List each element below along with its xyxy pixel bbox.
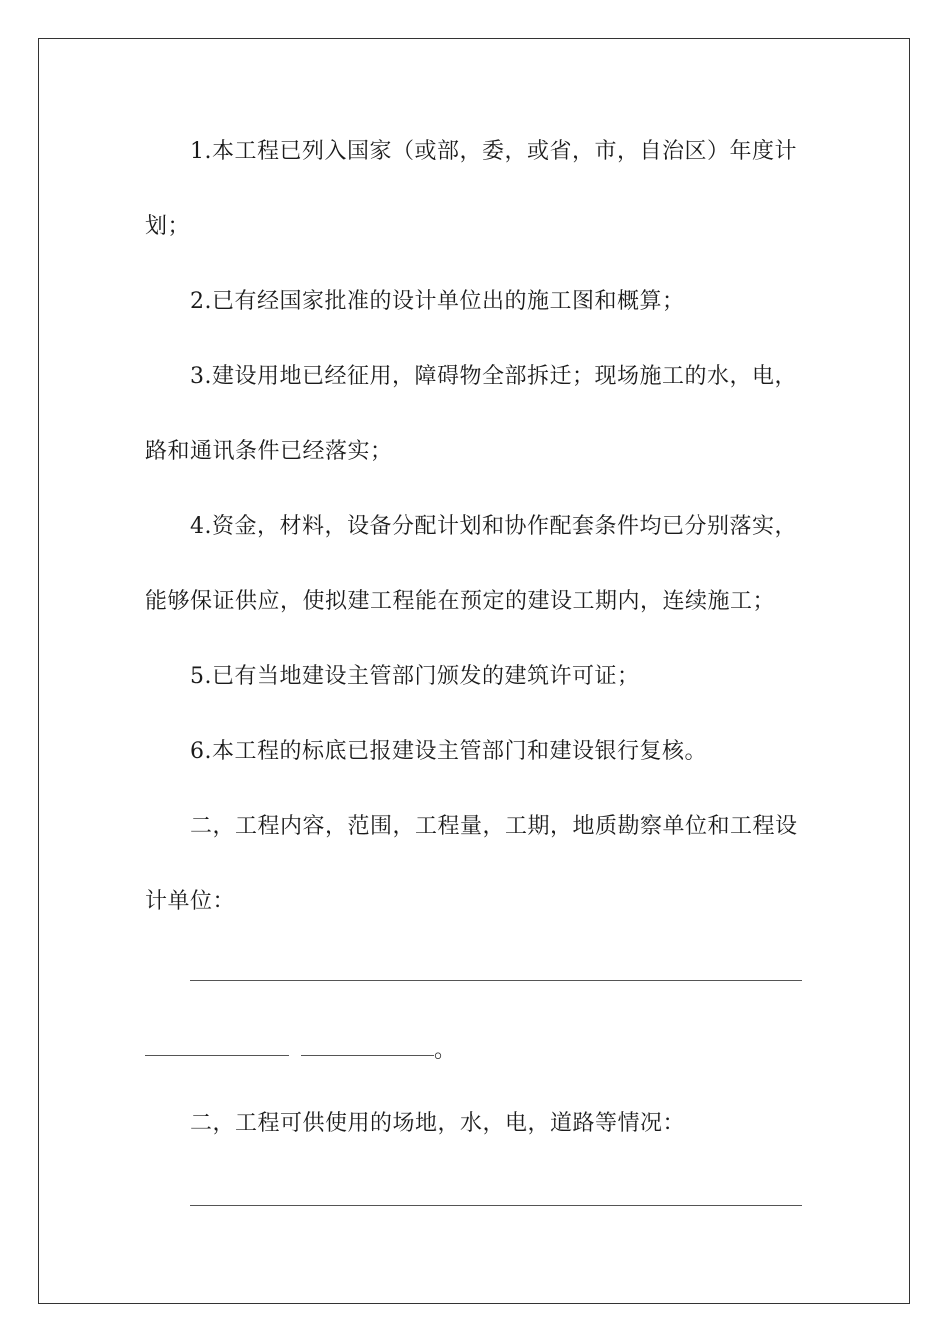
section-2-heading-line-1: 二，工程内容，范围，工程量，工期，地质勘察单位和工程设 xyxy=(190,814,798,839)
paragraph-5: 5.已有当地建设主管部门颁发的建筑许可证； xyxy=(190,664,640,689)
paragraph-4-line-1: 4.资金，材料，设备分配计划和协作配套条件均已分别落实， xyxy=(190,514,797,539)
fill-in-end-mark: 。 xyxy=(434,1038,457,1063)
fill-in-line xyxy=(190,1205,802,1206)
paragraph-1-line-2: 划； xyxy=(145,214,191,239)
paragraph-3-line-1: 3.建设用地已经征用，障碍物全部拆迁；现场施工的水，电， xyxy=(190,364,797,389)
fill-in-line xyxy=(145,1055,289,1056)
paragraph-4-line-2: 能够保证供应，使拟建工程能在预定的建设工期内，连续施工； xyxy=(145,589,776,614)
paragraph-1-line-1: 1.本工程已列入国家（或部，委，或省，市，自治区）年度计 xyxy=(190,139,797,164)
paragraph-6: 6.本工程的标底已报建设主管部门和建设银行复核。 xyxy=(190,739,707,764)
section-3-heading: 二，工程可供使用的场地，水，电，道路等情况： xyxy=(190,1111,686,1136)
section-2-heading-line-2: 计单位： xyxy=(145,889,236,914)
fill-in-line xyxy=(301,1055,434,1056)
paragraph-2: 2.已有经国家批准的设计单位出的施工图和概算； xyxy=(190,289,685,314)
paragraph-3-line-2: 路和通讯条件已经落实； xyxy=(145,439,393,464)
fill-in-line xyxy=(190,980,802,981)
